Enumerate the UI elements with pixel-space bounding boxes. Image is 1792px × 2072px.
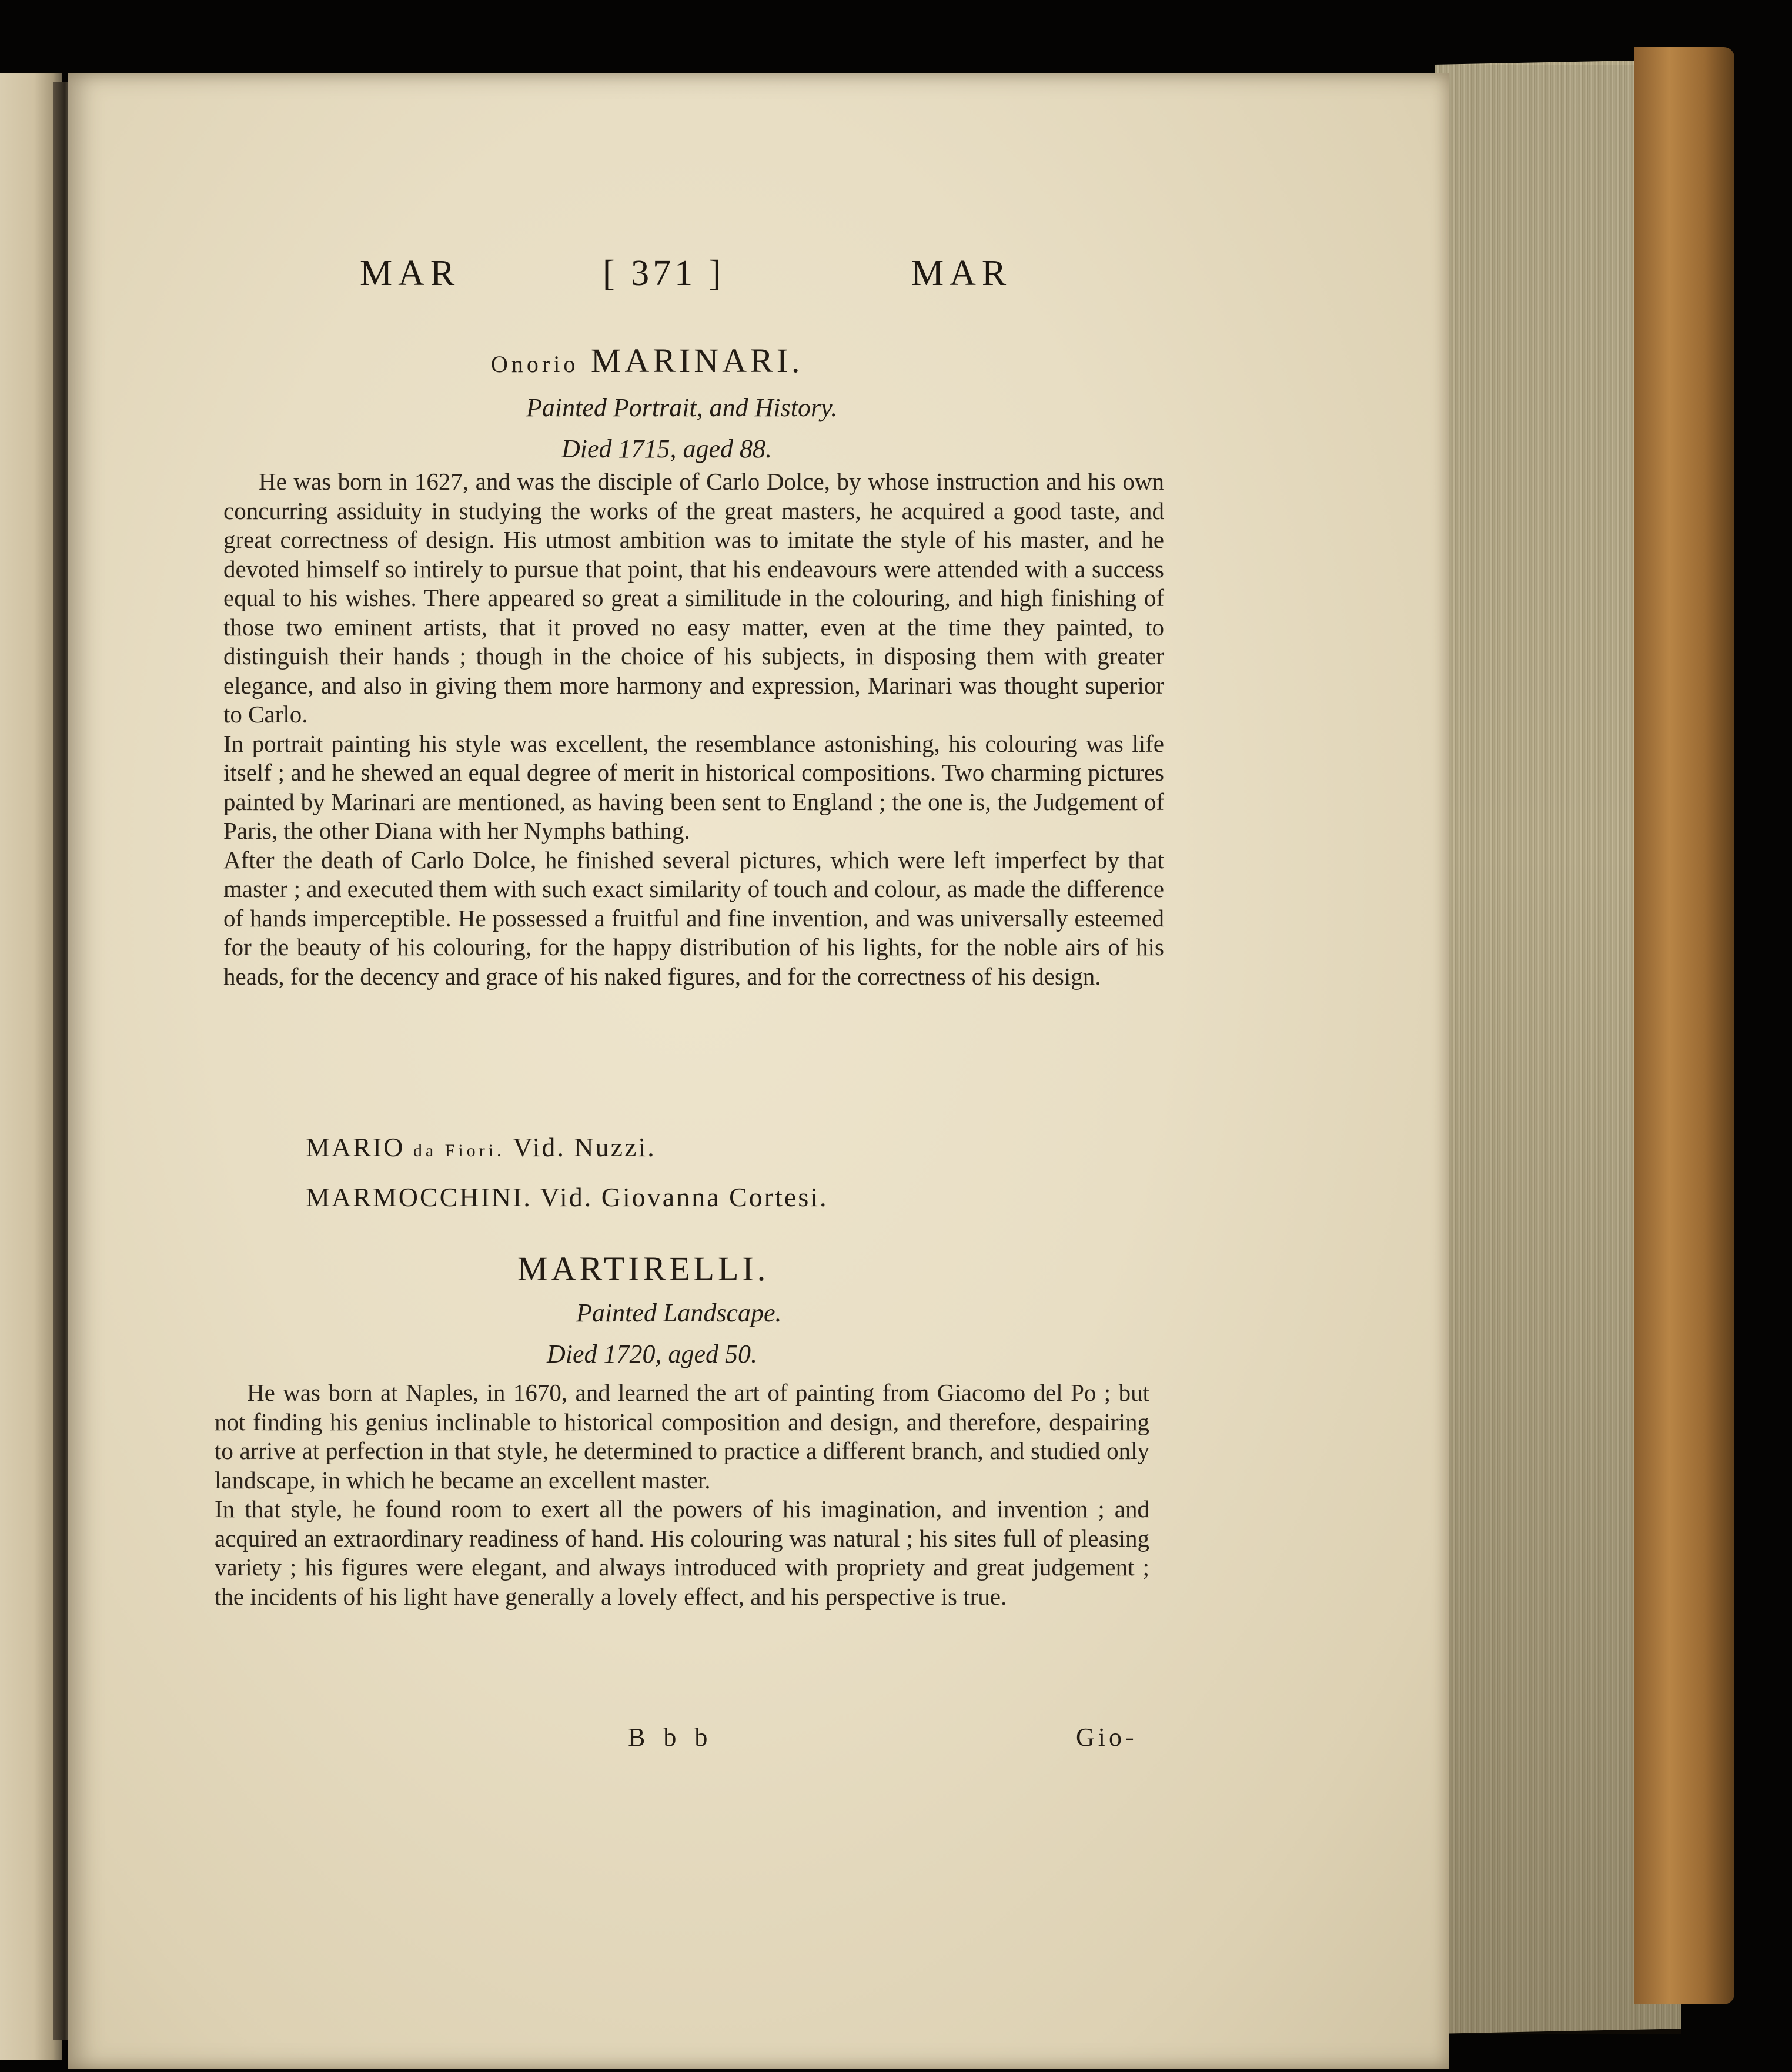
page-number: [ 371 ]	[603, 253, 725, 293]
catchword: Gio-	[1076, 1723, 1138, 1752]
cross-reference-name: MARIO	[306, 1132, 405, 1162]
cross-reference	[306, 1132, 656, 1163]
entry-heading	[491, 341, 804, 380]
entry-name-prefix: Onorio	[491, 351, 579, 377]
cross-reference	[306, 1181, 828, 1213]
entry-name: MARTIRELLI.	[517, 1250, 770, 1288]
entry-body	[223, 467, 1164, 991]
paragraph: He was born in 1627, and was the disciple of Carlo Dolce, by whose instruction and his own concurring assiduity in studying the works of the great masters, he acquired a good taste, and great correctness of design. His utmost ambition was to imitate the style of his master, and he devoted himself so intirely to pursue that point, that his endeavours were attended with a success equal to his wishes. There appeared so great a similitude in the colouring, and high finishing of those two eminent artists, that it proved no easy matter, even at the time they painted, to distinguish their hands ; though in the choice of his subjects, in disposing them with greater elegance, and also in giving them more harmony and expression, Marinari was thought superior to Carlo.	[223, 468, 1164, 728]
entry-subtitle: Painted Landscape.	[576, 1298, 782, 1327]
entry-died: Died 1720, aged 50.	[547, 1340, 758, 1368]
paragraph: In portrait painting his style was excellent, the resemblance astonishing, his colouring was life itself ; and he shewed an equal degree of merit in historical compositions. Two charming pictures painted by Marinari are mentioned, as having been sent to England ; the one is, the Judgement of Paris, the other Diana with her Nymphs bathing.	[223, 729, 1164, 844]
paragraph: He was born at Naples, in 1670, and learned the art of painting from Giacomo del Po ; but not finding his genius inclinable to historical composition and design, and therefore, despairing to arrive at perfection in that style, he determined to practice a different branch, and studied only landscape, in which he became an excellent master.	[215, 1379, 1149, 1494]
signature-mark: B b b	[628, 1723, 714, 1752]
running-head-left: MAR	[360, 253, 461, 293]
cross-reference-target: Vid. Nuzzi.	[513, 1132, 656, 1162]
entry-died: Died 1715, aged 88.	[561, 434, 773, 463]
entry-body	[215, 1378, 1149, 1611]
book-cover	[1634, 47, 1734, 2004]
running-head-right: MAR	[911, 253, 1012, 293]
entry-subtitle: Painted Portrait, and History.	[526, 393, 838, 422]
paragraph: After the death of Carlo Dolce, he finished several pictures, which were left imperfect by that master ; and executed them with such exact similarity of touch and colour, as made the difference of hands imperceptible. He possessed a fruitful and fine invention, and was universally esteemed for the beauty of his colouring, for the happy distribution of his lights, for the noble airs of his heads, for the decency and grace of his naked figures, and for the correctness of his design.	[223, 846, 1164, 990]
entry-name: MARINARI.	[590, 342, 804, 380]
paragraph: In that style, he found room to exert all the powers of his imagination, and invention ; and acquired an extraordinary readiness of hand. His colouring was natural ; his sites full of pleasing variety ; his figures were elegant, and always introduced with propriety and great judgement ; the incidents of his light have generally a lovely effect, and his perspective is true.	[215, 1495, 1149, 1610]
cross-reference-name: MARMOCCHINI.	[306, 1182, 532, 1212]
cross-reference-middle: da Fiori.	[413, 1141, 505, 1160]
entry-heading	[517, 1249, 769, 1288]
cross-reference-target: Vid. Giovanna Cortesi.	[540, 1182, 828, 1212]
